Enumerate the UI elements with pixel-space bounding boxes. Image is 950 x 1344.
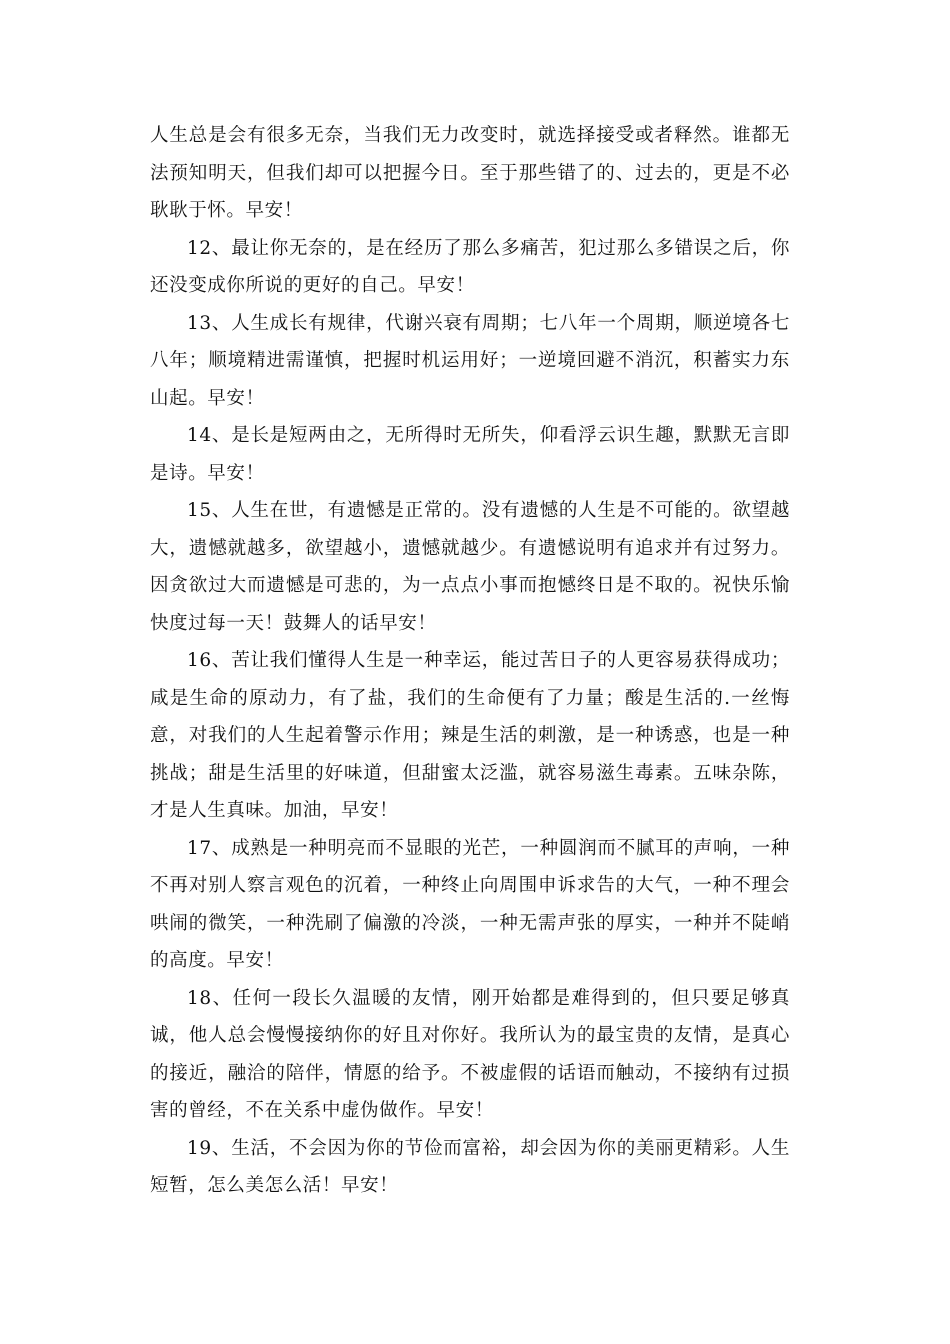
paragraph-18: 18、任何一段长久温暖的友情，刚开始都是难得到的，但只要足够真诚，他人总会慢慢接纳你的好且对你好。我所认为的最宝贵的友情，是真心的接近，融洽的陪伴，情愿的给予。不被虚假的话语而触动，不接纳有过损害的曾经，不在关系中虚伪做作。早安！: [150, 987, 790, 1121]
paragraph-14: 14、是长是短两由之，无所得时无所失，仰看浮云识生趣，默默无言即是诗。早安！: [150, 425, 790, 484]
paragraph-16: 16、苦让我们懂得人生是一种幸运，能过苦日子的人更容易获得成功；咸是生命的原动力，有了盐，我们的生命便有了力量；酸是生活的.一丝悔意，对我们的人生起着警示作用；辣是生活的刺激，是一种诱惑，也是一种挑战；甜是生活里的好味道，但甜蜜太泛滥，就容易滋生毒素。五味杂陈，才是人生真味。加油，早安！: [150, 650, 790, 821]
document-body: [150, 117, 790, 1205]
paragraph-17: 17、成熟是一种明亮而不显眼的光芒，一种圆润而不腻耳的声响，一种不再对别人察言观色的沉着，一种终止向周围申诉求告的大气，一种不理会哄闹的微笑，一种洗刷了偏激的冷淡，一种无需声张的厚实，一种并不陡峭的高度。早安！: [150, 837, 790, 971]
paragraph-12: 12、最让你无奈的，是在经历了那么多痛苦，犯过那么多错误之后，你还没变成你所说的更好的自己。早安！: [150, 237, 790, 296]
paragraph-19: 19、生活，不会因为你的节俭而富裕，却会因为你的美丽更精彩。人生短暂，怎么美怎么活！早安！: [150, 1137, 790, 1196]
paragraph-continuation: 人生总是会有很多无奈，当我们无力改变时，就选择接受或者释然。谁都无法预知明天，但我们却可以把握今日。至于那些错了的、过去的，更是不必耿耿于怀。早安！: [150, 125, 790, 221]
paragraph-13: 13、人生成长有规律，代谢兴衰有周期；七八年一个周期，顺逆境各七八年；顺境精进需谨慎，把握时机运用好；一逆境回避不消沉，积蓄实力东山起。早安！: [150, 312, 790, 409]
paragraph-15: 15、人生在世，有遗憾是正常的。没有遗憾的人生是不可能的。欲望越大，遗憾就越多，欲望越小，遗憾就越少。有遗憾说明有追求并有过努力。因贪欲过大而遗憾是可悲的，为一点点小事而抱憾终日是不取的。祝快乐愉快度过每一天！鼓舞人的话早安！: [150, 500, 790, 634]
